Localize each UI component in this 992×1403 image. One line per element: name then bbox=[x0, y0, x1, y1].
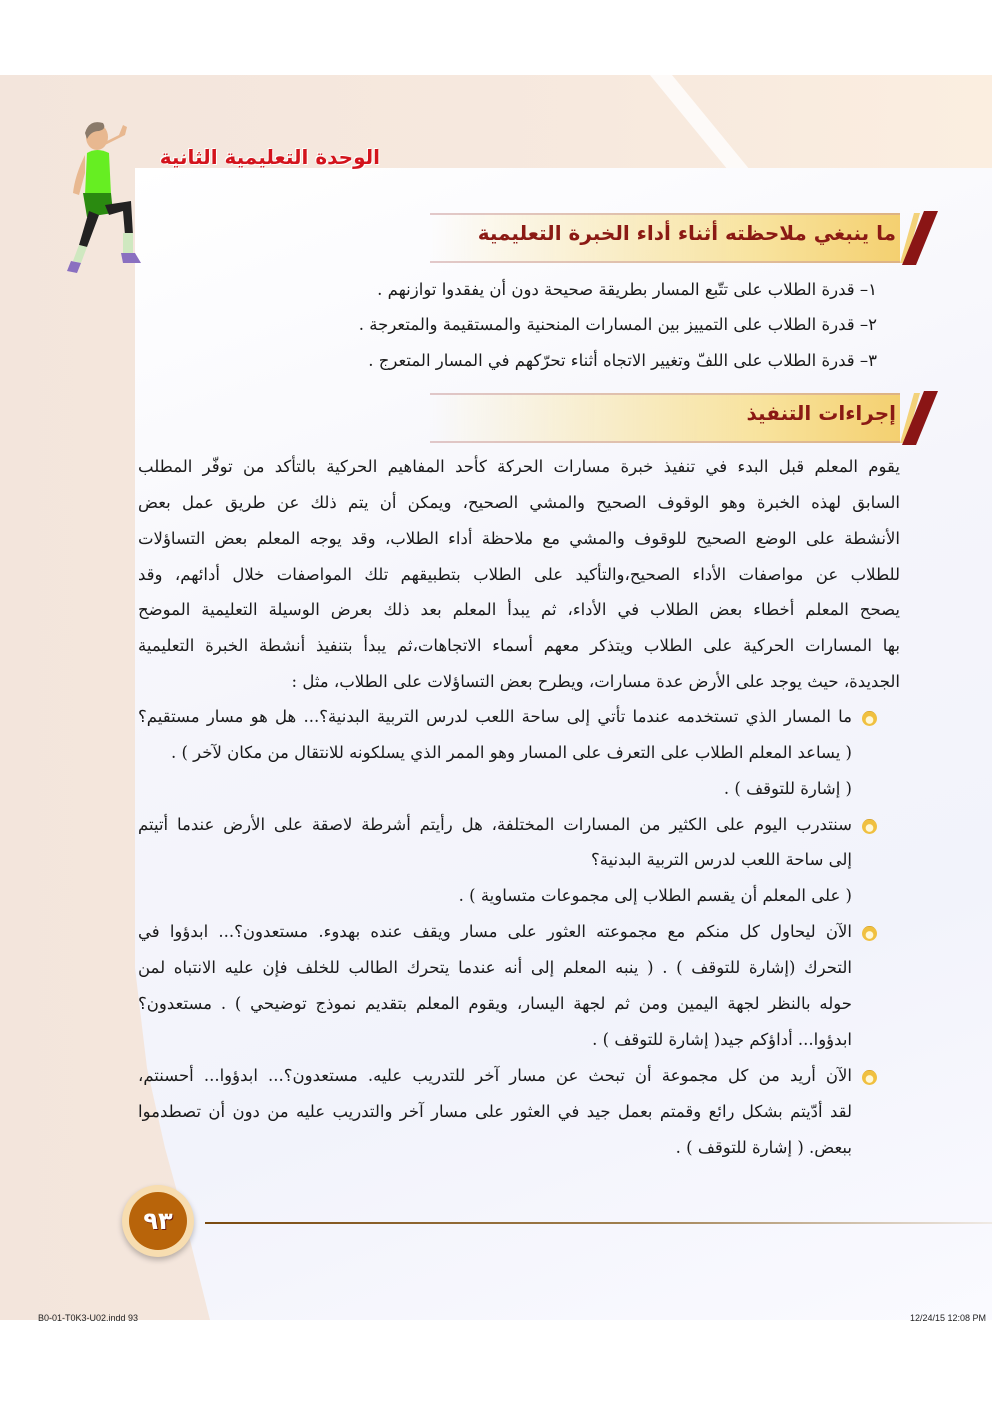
bullet-line: حوله بالنظر لجهة اليمين ومن ثم لجهة اليسار، ويقوم المعلم بتقديم نموذج توضيحي ) . مستعدون؟ bbox=[138, 994, 852, 1013]
page-number-badge bbox=[122, 1185, 194, 1257]
paragraph-line: بها المسارات الحركية على الطلاب ويتذكر معهم أسماء الاتجاهات،ثم يبدأ بتنفيذ أنشطة الخبرة التعليمية bbox=[138, 636, 900, 655]
observation-item: ١– قدرة الطلاب على تتّبع المسار بطريقة صحيحة دون أن يفقدوا توازنهم . bbox=[377, 280, 877, 299]
unit-title: الوحدة التعليمية الثانية bbox=[159, 145, 380, 169]
bullet-line: سنتدرب اليوم على الكثير من المسارات المختلفة، هل رأيتم أشرطة لاصقة على الأرض عندما أتيتم bbox=[138, 815, 852, 834]
paragraph-line: يصحح المعلم أخطاء بعض الطلاب في الأداء، ثم يبدأ المعلم بعد ذلك بعرض الوسيلة التعليمية الموضح bbox=[138, 600, 900, 619]
runner-illustration bbox=[55, 115, 155, 275]
section-header-observation bbox=[430, 213, 900, 263]
section-title: ما ينبغي ملاحظته أثناء أداء الخبرة التعليمية bbox=[477, 221, 896, 245]
bullet-line: التحرك (إشارة للتوقف ) . ( ينبه المعلم إلى أنه عندما يتحرك الطالب للخلف فإن عليه الانتباه لمن bbox=[138, 958, 852, 977]
bullet-icon bbox=[862, 819, 877, 834]
paragraph-line: يقوم المعلم قبل البدء في تنفيذ خبرة مسارات الحركة كأحد المفاهيم الحركية بالتأكد من توفّر المطلب bbox=[138, 457, 900, 476]
paragraph-line: للطلاب عن مواصفات الأداء الصحيح،والتأكيد على الطلاب بتطبيقهم تلك المواصفات خلال أدائهم، وقد bbox=[138, 565, 900, 584]
footer-rule bbox=[205, 1222, 992, 1224]
bullet-line: ابدؤوا... أداؤكم جيد( إشارة للتوقف ) . bbox=[592, 1030, 852, 1049]
bullet-line: لقد أدّيتم بشكل رائع وقمتم بعمل جيد في العثور على مسار آخر والتدريب عليه من دون أن تصطدموا bbox=[138, 1102, 852, 1121]
bullet-line: ما المسار الذي تستخدمه عندما تأتي إلى ساحة اللعب لدرس التربية البدنية؟... هل هو مسار مستقيم؟ bbox=[138, 707, 852, 726]
bullet-line: الآن أريد من كل مجموعة أن تبحث عن مسار آخر للتدريب عليه. مستعدون؟... ابدؤوا... أحسنتم، bbox=[138, 1066, 852, 1085]
bullet-icon bbox=[862, 711, 877, 726]
bullet-icon bbox=[862, 926, 877, 941]
bullet-line: الآن ليحاول كل منكم مع مجموعته العثور على مسار ويقف عنده بهدوء. مستعدون؟... ابدؤوا في bbox=[138, 922, 852, 941]
section-title: إجراءات التنفيذ bbox=[746, 401, 896, 425]
observation-item: ٢– قدرة الطلاب على التمييز بين المسارات المنحنية والمستقيمة والمتعرجة . bbox=[358, 315, 877, 334]
observation-item: ٣– قدرة الطلاب على اللفّ وتغيير الاتجاه أثناء تحرّكهم في المسار المتعرج . bbox=[368, 351, 877, 370]
bullet-line: ( على المعلم أن يقسم الطلاب إلى مجموعات متساوية ) . bbox=[458, 886, 852, 905]
footer-file: B0-01-T0K3-U02.indd 93 bbox=[38, 1313, 139, 1323]
footer-timestamp: 12/24/15 12:08 PM bbox=[909, 1313, 986, 1323]
bullet-line: ( إشارة للتوقف ) . bbox=[723, 779, 852, 798]
bullet-line: ببعض. ( إشارة للتوقف ) . bbox=[675, 1138, 852, 1157]
paragraph-line: الأنشطة على الوضع الصحيح للوقوف والمشي مع ملاحظة أداء الطلاب، وقد يوجه المعلم بعض التساؤلات bbox=[138, 529, 900, 548]
paragraph-line: السابق لهذه الخبرة وهو الوقوف الصحيح والمشي الصحيح، ويمكن أن يتم ذلك عن طريق عمل بعض bbox=[138, 493, 900, 512]
bullet-line: إلى ساحة اللعب لدرس التربية البدنية؟ bbox=[590, 850, 852, 869]
paragraph-line: الجديدة، حيث يوجد على الأرض عدة مسارات، ويطرح بعض التساؤلات على الطلاب، مثل : bbox=[291, 672, 900, 691]
section-header-procedures bbox=[430, 393, 900, 443]
page-number: ٩٣ bbox=[129, 1192, 187, 1250]
bullet-line: ( يساعد المعلم الطلاب على التعرف على المسار وهو الممر الذي يسلكونه للانتقال من مكان لآخر ) . bbox=[171, 743, 852, 762]
bullet-icon bbox=[862, 1070, 877, 1085]
